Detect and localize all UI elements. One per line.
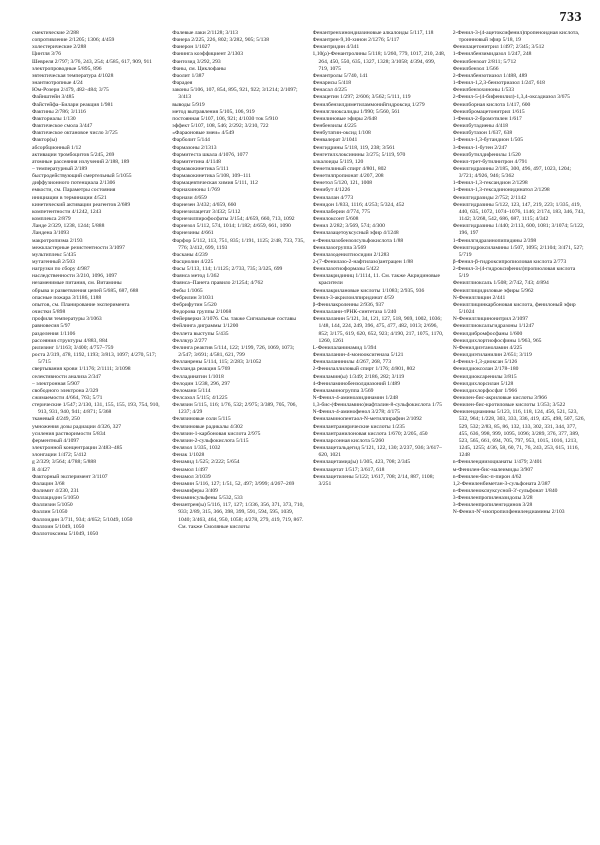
index-entry: Фелязин-1-карбоновая кислота 2/975 xyxy=(172,430,261,437)
index-entry: 4-Фениламинобензолдиазоний 1/489 xyxy=(312,380,401,387)
index-entry: Фенацетин 1/297; 2/606; 3/562; 5/111, 119 xyxy=(312,94,411,101)
index-entry: N-Фенилглицин 2/441 xyxy=(452,294,506,301)
index-entry: Фаллоин 5/1049, 1050 xyxy=(32,523,85,530)
index-entry: 1-Фенил-2-бромэтилен 1/617 xyxy=(452,115,522,122)
index-entry: макротропизма 2/193 xyxy=(32,237,83,244)
index-entry: энантиотропные 4/24 xyxy=(32,80,83,87)
index-entry: стерические 1/547; 2/130, 131, 155, 155, 193, 754, 910, 913, 931, 940, 941; 4/871; 5/368 xyxy=(32,402,160,416)
index-entry: Фалевые лаки 2/1128; 3/113 xyxy=(172,30,238,36)
index-entry: Фенбензилы 4/225 xyxy=(312,123,357,130)
index-entry: Фенилдиэтиланилин 2/651; 3/119 xyxy=(452,352,532,359)
index-entry: Фанерон 1/1027 xyxy=(172,44,211,51)
index-entry: незаменимые питания, см. Витамины xyxy=(32,280,122,287)
index-entry: Фармацевтическая химия 5/111, 112 xyxy=(172,180,258,187)
index-entry: 1-Фенил-1,2,3-бензотриазол 1/247, 618 xyxy=(452,80,545,87)
index-entry: β-Фенил-β-гидроксипропиоловая кислота 2/773 xyxy=(452,259,567,265)
index-entry: Фенилбутилдифенилы 1/520 xyxy=(452,151,521,158)
index-entry: N-Фенил-N'-изопропилфенилендиамины 2/103 xyxy=(452,509,565,516)
index-entry: 3-Фениленпропиленазидолы 3/28 xyxy=(452,495,533,502)
index-entry: L-Фенилаланинамид 1/394 xyxy=(312,344,377,351)
index-entry: умножения дозы радиации 4/326, 327 xyxy=(32,423,122,430)
index-entry: Фактическое смола 3/447 xyxy=(32,123,93,130)
index-entry: мутагенный 2/503 xyxy=(32,259,75,265)
index-entry: Фенилглицидиловые эфиры 5/962 xyxy=(452,287,534,294)
index-entry: компетентности 4/1242, 1243 xyxy=(32,208,102,215)
index-entry: Фенил-3-акрилоилпиридинат 4/59 xyxy=(312,294,394,301)
index-entry: постоянная 5/107, 106, 921; 4/1030 ток 5/910 xyxy=(172,115,278,122)
index-entry: Фарадея xyxy=(172,80,193,87)
index-entry: Фарболит 5/144 xyxy=(172,137,210,144)
index-entry: нагрузки по сбору 4/987 xyxy=(32,266,90,273)
index-entry: Фенантрен(ы) 5/116, 117, 127; 1/336, 356, 371, 373, 710, 933; 2/89, 315, 366, 398, 399, 591, 594, 595, 1039, 1040; 3/463, 464, 950, 1058; 4/278, 279, 419, 719, 867. См. также Смоляные кислоты xyxy=(172,502,304,530)
index-entry: Федорова группы 2/1068 xyxy=(172,309,232,316)
index-entry: Файстейфа–Билари реакция 1/981 xyxy=(32,101,114,108)
index-entry: Фенилацетонитрил 1/497; 2/345; 3/512 xyxy=(452,44,545,51)
index-entry: разделения 1/1106 xyxy=(32,330,76,337)
index-entry: Фаллин 5/1050 xyxy=(32,509,68,516)
index-entry: 1-Фенилгидразинопипидины 2/398 xyxy=(452,237,537,244)
index-entry: комплекса 2/879 xyxy=(32,216,71,223)
index-entry: Фенантридин 4/341 xyxy=(312,44,360,51)
index-entry: Фенилаланин 5/121, 34, 121, 127, 518, 969, 1002, 1036; 1/48, 144, 224, 249, 396, 475, 477, 482, 1013; 2/696, 852; 3/175, 619, 620, 652, 923; 4/190, 217, 1075, 1170, 1260, 1261 xyxy=(312,316,444,344)
index-entry: Фарнахиноны 1/769 xyxy=(172,187,220,194)
index-entry: n-Фенилен-бис-п-пирон 4/62 xyxy=(452,473,522,480)
index-entry: Шевреля 2/797; 3/76, 243, 254; 4/585, 617, 909, 911 xyxy=(32,58,152,65)
index-entry: Фенилборная кислота 1/417, 600 xyxy=(452,101,531,108)
index-entry: м-Фенилен-бис-малеимиды 3/907 xyxy=(452,466,533,473)
index-entry: Фенилдиоксолан 2/178–180 xyxy=(452,366,519,373)
index-entry: 1-Фенил-1,3-гексадинонидинатол 2/1298 xyxy=(452,187,550,194)
index-entry: Фенилдихлортиофосфины 1/963, 965 xyxy=(452,337,542,344)
index-entry: наследственности 3/210, 1096, 1097 xyxy=(32,273,117,280)
index-entry: Фенилиновые эфиры 2/648 xyxy=(312,115,377,122)
index-entry: 2-Фенил-5-(4-бифенилил)-1,3,4-оксадиазол 3/675 xyxy=(452,94,570,101)
index-entry: Фенак 1/1028 xyxy=(172,452,205,459)
index-entry: Фасциолин 4/225 xyxy=(172,259,214,265)
index-entry: Фенилазацетоуксусный эфир 4/1248 xyxy=(312,230,399,237)
index-entry: Фенантрен-9,10-хинон 2/1276; 5/117 xyxy=(312,37,400,44)
index-entry: Фенилглиоксаль 1/508; 2/742, 743; 4/894 xyxy=(452,280,549,287)
index-entry: 3-Фенил-1-бутен 2/247 xyxy=(452,144,508,151)
index-entry: эвтектическая температура 4/1028 xyxy=(32,72,114,79)
index-column-2 xyxy=(172,30,305,839)
index-entry: Фелязин-2-сульфокислота 5/115 xyxy=(172,437,249,444)
index-entry: Фелладинатин 1/1018 xyxy=(172,373,224,380)
index-entry: Фенилгидразины 1/440; 2/113, 600, 1081; 3/1074; 5/122, 196, 197 xyxy=(452,223,585,237)
index-entry: Фенаминсульфены 5/532, 533 xyxy=(172,495,243,502)
index-entry: Фенилантранирические кислоты 1/235 xyxy=(312,423,405,430)
index-entry: Фелланрены 5/114, 115; 2/283; 3/1052 xyxy=(172,359,262,366)
index-entry: свертывания крови 1/1176; 2/1111; 3/1098 xyxy=(32,366,131,373)
index-entry: Феллета выступы 5/435 xyxy=(172,330,229,337)
index-entry: смектические 2/288 xyxy=(32,30,79,36)
index-entry: профиля температуры 3/1063 xyxy=(32,316,102,323)
index-entry: Фенилендиамины 5/123, 116, 118, 124, 456, 521, 523, 532, 964; 1/228, 303, 333, 336, 419, 425, 498, 507, 526, 529, 532; 2/83, 85, 86, 132, 133, 302, 331, 344, 377, 455, 636, 998, 999, 1095, 1096; 3/289, 376, 377, 389, 523, 565, 661, 694, 705, 797, 953, 1015, 1016, 1213, 1245, 1255; 4/36, 58, 60, 71, 76, 243, 253, 615, 1116, 1248 xyxy=(452,409,585,459)
index-entry: 1-Фенил-1,3-гександион 2/1298 xyxy=(452,180,528,187)
index-entry: Фелодин 1/238, 296, 297 xyxy=(172,380,230,387)
index-entry: Фенилгидроксиламины 1/507, 1095; 2/1104; 3/471, 527; 5/719 xyxy=(452,244,584,258)
index-entry: селективности анализа 2/347 xyxy=(32,373,101,380)
index-entry: Фенилбензохиноны 1/533 xyxy=(452,87,514,94)
index-entry: Фенидон 1/833, 1116; 4/253; 5/324, 452 xyxy=(312,201,405,208)
index-entry: Факториалы 1/130 xyxy=(32,115,76,122)
index-entry: Фенамол 1/497 xyxy=(172,466,208,473)
index-entry: Фенил-трет-бутилнитрон 4/791 xyxy=(452,158,528,165)
index-entry: N-Фенилдиэтаноламин 4/225 xyxy=(452,344,523,351)
index-entry: Фаллоидин 3/711, 934; 4/652; 5/1049, 1050 xyxy=(32,516,133,523)
index-entry: Фенетилпропионат 4/207, 208 xyxy=(312,173,384,180)
index-entry: N-Фенил-4-аминоазидинамин 1/248 xyxy=(312,394,399,401)
index-entry: Фенилдибромфосфаны 1/600 xyxy=(452,330,523,337)
index-entry: элонгации 1/472; 5/412 xyxy=(32,452,87,459)
index-entry: Фенантренхинондиазиновые алкалоиды 5/117, 118 xyxy=(312,30,434,36)
index-entry: 2-(7-Фенилазо-2-нафтилазо)антрацен 1/88 xyxy=(312,259,414,265)
index-entry: «Фараоновые змеи» 4/549 xyxy=(172,130,235,137)
index-entry: Фенилакридиниц 1/1114, 11. См. также Акридиновые красители xyxy=(312,273,441,287)
index-entry: Фаллацидин 5/1050 xyxy=(32,495,79,502)
index-entry: Фениламиногруппа 3/569 xyxy=(312,387,374,394)
index-entry: Фарнезины 4/661 xyxy=(172,230,214,237)
index-column-3 xyxy=(313,30,446,839)
index-entry: Фенилдихлорфосфат 1/966 xyxy=(452,387,518,394)
index-entry: Фебрилин 3/1031 xyxy=(172,294,214,301)
index-entry: Фенантролы 5/740, 141 xyxy=(312,72,368,79)
index-entry: Фелсахол 5/115; 4/1225 xyxy=(172,394,228,401)
index-entry: 4-Фенил-1,3-диоксан 5/126 xyxy=(452,359,518,366)
index-entry: Фенамид 1/525; 2/222; 5/654 xyxy=(172,459,240,466)
index-entry: Фенгидрины 5/118, 119, 238; 3/561 xyxy=(312,144,395,151)
index-entry: 2-Фенилбензотиазол 1/488, 489 xyxy=(452,72,528,79)
index-entry: Фенетилиный спирт 4/801, 802 xyxy=(312,165,387,172)
index-entry: n-Фениленоксиуксусной-3'-сульфонат 1/840 xyxy=(452,488,558,494)
index-entry: Фалимит 4/230, 231 xyxy=(32,488,80,494)
index-entry: Фарнезилпирофосфаты 3/154; 4/659, 660, 713, 1092 xyxy=(172,216,295,223)
index-entry: Фениламинопентаол-N-метилпирафин 2/1092 xyxy=(312,416,422,423)
index-entry: Фактическое октановое число 3/725 xyxy=(32,130,118,137)
index-entry: β-Фенилакролеины 2/936, 937 xyxy=(312,301,384,308)
index-entry: Фенарисы 5/418 xyxy=(312,80,352,87)
index-entry: Фаны, см. Циклофаны xyxy=(172,65,226,72)
index-entry: Ландена 3/1093 xyxy=(32,230,70,237)
index-entry: алкалоиды 5/119, 120 xyxy=(312,158,364,165)
index-entry: Фенилбромацетонитрил 1/615 xyxy=(452,108,525,115)
index-entry: Фенилгидразиды 2/752; 2/1142 xyxy=(452,194,527,201)
index-entry: законы 5/106, 107, 854, 895, 921, 922; 3/1214; 2/1097; 3/413 xyxy=(172,87,298,101)
index-entry: Фасканы 4/239 xyxy=(172,251,208,258)
index-entry: Фаянса–Панета правило 2/1254; 4/762 xyxy=(172,280,264,287)
index-entry: Феллкур 2/277 xyxy=(172,337,208,344)
index-entry: R 4/427 xyxy=(32,466,50,473)
index-entry: Фарнезол 5/112, 574, 1014; 1/182; 4/659, 661, 1090 xyxy=(172,223,291,230)
index-entry: равновесия 5/97 xyxy=(32,323,71,330)
index-entry: Фенилаланин-4-монооксигеназа 5/121 xyxy=(312,352,404,359)
index-entry: Фактор(ы) xyxy=(32,137,57,144)
index-entry: свободного электрона 2/329 xyxy=(32,387,99,394)
index-entry: Фейлинга диграммы 1/1200 xyxy=(172,323,239,330)
index-entry: Фелязиновые радикалы 4/302 xyxy=(172,423,243,430)
index-entry: Фаллотоксины 5/1049, 1050 xyxy=(32,530,99,537)
index-entry: Фелязиновые соли 5/115 xyxy=(172,416,231,423)
index-entry: Фенамиферы 3/409 xyxy=(172,488,218,494)
index-entry: кинетический активации реагентов 2/689 xyxy=(32,201,131,208)
index-entry: Фелязин 5/115, 116; 1/76, 532; 2/975; 3/389, 705, 706, 1237; 4/29 xyxy=(172,402,297,416)
index-entry: Фенил 2/282; 3/569, 574; 4/300 xyxy=(312,223,385,230)
index-entry: инициации в терминации 4/521 xyxy=(32,194,107,201)
index-entry: Файнштейн 3/485 xyxy=(32,94,75,101)
index-entry: 2-Фенил-3-(4-гидроксифенил)пропиоловая кислота 5/19 xyxy=(452,266,576,280)
index-entry: Фенилдиоксаренилы 3/815 xyxy=(452,373,517,380)
index-entry: n-Фенилендиизоцианаты 1/479; 2/401 xyxy=(452,459,543,466)
index-entry: Фармакокинетика 5/108, 109–111 xyxy=(172,173,251,180)
index-entry: Фенилгидразины 5/122, 123, 147, 219, 223; 1/335, 419, 440, 635, 1072, 1074–1076, 1146; 2/174, 183, 346, 743, 1142; 3/268, 542, 686, 687, 1115; 4/342 xyxy=(452,201,585,223)
index-entry: Фармитеста шкала 4/1076, 1077 xyxy=(172,151,249,158)
index-entry: абсорбционный 1/12 xyxy=(32,144,82,151)
index-entry: Фенилглицинкарбоновая кислота, фенилоный эфир 5/1024 xyxy=(452,301,576,316)
index-entry: Фактины 2/786; 3/1116 xyxy=(32,108,86,115)
index-entry: Ланде 2/329, 1238, 1244; 5/888 xyxy=(32,223,105,230)
index-entry: Фанинга коэффициент 2/1303 xyxy=(172,51,244,58)
index-entry: Фенилбутадиены 4/418 xyxy=(452,123,509,130)
index-entry: Фаянса метод 1/362 xyxy=(172,273,220,280)
index-entry: Фебы 1/1065 xyxy=(172,287,203,294)
index-entry: Фенбутатин-оксид 1/108 xyxy=(312,130,371,137)
index-entry: Фенилацетат 1/517; 3/617, 618 xyxy=(312,466,385,473)
index-entry: Фенвалерат 3/1041 xyxy=(312,137,358,144)
index-entry: Фенилаланинилы 4/267, 268, 773 xyxy=(312,359,392,366)
index-entry: быстродействующий смертельный 5/1055 xyxy=(32,173,132,180)
index-entry: Фенибут 4/1226 xyxy=(312,187,351,194)
index-entry: Фелязол 1/335, 1032 xyxy=(172,445,221,452)
index-entry: – электронная 5/907 xyxy=(32,380,80,387)
index-entry: 1-Фенил-1,3-бутандион 1/505 xyxy=(452,137,523,144)
index-entry: Фарнезен 3/432; 4/659, 660 xyxy=(172,201,237,208)
index-entry: диффузионного потенциала 2/1306 xyxy=(32,180,116,187)
index-entry: Фенамол 3/1039 xyxy=(172,473,211,480)
index-entry: межкластерные резистентности 3/1097 xyxy=(32,244,125,251)
index-entry: Фенамин 5/116, 127; 1/51, 52, 497; 3/999; 4/267–269 xyxy=(172,480,295,487)
index-entry: 1,3-бис-(Фениламино)нафталин-8-сульфокислота 1/75 xyxy=(312,402,442,409)
index-entry: Фенасал 4/225 xyxy=(312,87,347,94)
index-entry: Фелланда реакция 5/769 xyxy=(172,366,231,373)
index-entry: Фалацин 3/68 xyxy=(32,480,65,487)
index-entry: Фенилбензоат 2/811; 5/712 xyxy=(452,58,517,65)
index-entry: Фенилгидразины 2/185, 300, 496, 497, 1023, 1204; 3/721; 4/926, 946; 5/362 xyxy=(452,165,572,180)
index-entry: сжимаемости 4/664, 763; 5/71 xyxy=(32,394,103,401)
index-entry: – температурный 2/189 xyxy=(32,165,88,172)
index-entry: Фенилоксонт 5/608 xyxy=(312,216,359,223)
page-number: 733 xyxy=(559,10,582,25)
index-entry: Фенилбутазон 1/637, 638 xyxy=(452,130,513,137)
index-entry: N-Фенил-4-аминофенол 3/278; 4/175 xyxy=(312,409,400,416)
index-column-1 xyxy=(32,30,165,839)
index-entry: электронной концентрации 2/483–485 xyxy=(32,445,123,452)
index-entry: роста 2/319, 478, 1192, 1193; 3/813, 1097; 4/270, 517; 5/715 xyxy=(32,352,157,366)
index-entry: Фелинга реактив 5/114, 122; 1/199, 726, 1069, 1073; 2/547; 3/691; 4/581, 621, 799 xyxy=(172,344,295,359)
index-entry: Фанера 2/225, 226, 802; 3/282, 905; 5/138 xyxy=(172,37,269,44)
index-entry: Фенилаберии 4/774, 775 xyxy=(312,208,371,215)
index-entry: 1,2-Фениленбиметан-3-сульфоната 2/387 xyxy=(452,480,551,487)
index-entry: 1-Фенилбензимидазол 1/247, 248 xyxy=(452,51,532,58)
index-entry: Фарфор 5/112, 113, 751, 835; 1/191, 1125; 2/48, 733, 735, 776; 3/412, 699, 1193 xyxy=(172,237,305,251)
index-entry: усиления растворимости 5/834 xyxy=(32,430,106,437)
index-entry: Цинтля 3/76 xyxy=(32,51,62,58)
index-entry: 2-Фенилаллиловый спирт 1/176; 4/801, 802 xyxy=(312,366,415,373)
index-entry: Фенилацетальдегид 5/121, 122, 130; 2/237, 936; 3/617–620, 1021 xyxy=(312,445,442,459)
index-entry: Фенилазоденилтиосидии 2/1283 xyxy=(312,251,390,258)
index-entry: активации тромбоцитов 5/245, 269 xyxy=(32,151,115,158)
index-entry: 3-Фениленпропиленгидинов 3/28 xyxy=(452,502,533,509)
index-entry: Фенгетилхлоксинины 3/275; 5/119, 970 xyxy=(312,151,406,158)
index-entry: Фарнази 4/659 xyxy=(172,194,207,201)
index-entry: Фенилглиоксалиды 1/990; 5/560, 561 xyxy=(312,108,400,115)
index-entry: g 2/329; 3/564; 4/788; 5/888 xyxy=(32,459,97,466)
index-entry: ферментный 4/1097 xyxy=(32,437,79,444)
index-entry: Фенилбензол 1/566 xyxy=(452,65,499,72)
index-entry: Фениларсонная кислота 5/260 xyxy=(312,437,385,444)
index-entry: Фенилалани-тРНК-синтетаза 1/240 xyxy=(312,309,397,316)
index-entry: Фенилен-бис-акриловые кислоты 3/966 xyxy=(452,394,547,401)
index-entry: тканевый 4/249, 250 xyxy=(32,416,80,423)
index-entry: Фаолит 1/387 xyxy=(172,72,205,79)
index-entry: Фениламин(ы) 1/349; 2/186, 282; 3/119 xyxy=(312,373,405,380)
index-entry: Фенилацетилены 5/122; 1/617, 708; 2/14, 887, 1108; 3/251 xyxy=(312,473,435,487)
index-entry: Фенилалан 4/773 xyxy=(312,194,354,201)
index-entry: Юм-Розери 2/479, 482–484; 3/75 xyxy=(32,87,109,94)
index-entry: атомные рассеяния излучений 2/188, 189 xyxy=(32,158,130,165)
index-entry: Фарнезилацетат 3/432; 5/112 xyxy=(172,208,241,215)
index-entry: метод вытравления 5/105, 106, 919 xyxy=(172,108,255,115)
index-entry: Фейерверки 3/1076. См. также Сигнальные составы xyxy=(172,316,297,323)
index-entry: электропроводные 5/895, 896 xyxy=(32,65,102,72)
index-entry: эффект 5/107, 108, 546; 2/292; 3/210, 722 xyxy=(172,123,269,130)
index-entry: Фенилазогруппа 3/569 xyxy=(312,244,367,251)
index-entry: Фасы 5/113, 114; 1/1125; 2/733, 735; 3/325, 699 xyxy=(172,266,283,273)
index-columns xyxy=(32,30,586,839)
index-entry: Фантозид 3/292, 293 xyxy=(172,58,221,65)
index-entry: рилизинг 1/1163; 3/400; 4/757–759 xyxy=(32,344,114,351)
index-entry: Фенилдихлорсилан 5/128 xyxy=(452,380,514,387)
index-entry: Фебрифутин 5/520 xyxy=(172,301,217,308)
index-entry: Фенилен-бис-кротиловые кислоты 1/353; 3/522 xyxy=(452,402,566,409)
index-entry: Феломани 5/114 xyxy=(172,387,211,394)
index-entry: 2-Фенил-3-(4-ацетоксифенил)пропеноидная кислота, троинновый эфир 5/18, 19 xyxy=(452,30,580,44)
index-entry: Фенилглиоксальгидразоны 1/1247 xyxy=(452,323,535,330)
index-entry: опытов, см. Планирование эксперимента xyxy=(32,301,130,308)
index-entry: обрыва и разветвления цепей 5/685, 687, 688 xyxy=(32,287,139,294)
index-entry: Фаллизин 5/1050 xyxy=(32,502,73,509)
index-entry: Фармазоны 2/1313 xyxy=(172,144,217,151)
index-column-4 xyxy=(453,30,586,839)
index-entry: рассеяния структуры 4/883, 884 xyxy=(32,337,108,344)
index-entry: холестерические 2/288 xyxy=(32,44,87,51)
index-entry: опасные пожара 3/1186, 1188 xyxy=(32,294,102,301)
index-entry: емкости, см. Параметры состояния xyxy=(32,187,116,194)
index-entry: Фенетол 5/120, 121, 1008 xyxy=(312,180,373,187)
index-entry: Фармитетина 4/1148 xyxy=(172,158,221,165)
index-entry: мультиплекс 5/435 xyxy=(32,251,77,258)
index-entry: Фенилантранилоновая кислота 1/670; 2/205, 450 xyxy=(312,430,428,437)
index-entry: 1,10(ρ)-Фенантролины 5/118; 1/260, 779, 1017, 210, 248, 264, 450, 550, 635, 1327, 1328; 3/1058; 4/394, 699, 719, 1075 xyxy=(312,51,446,72)
index-entry: н-Фенилазобензолсульфокислота 1/88 xyxy=(312,237,404,244)
index-entry: Фенилакрилановые кислоты 1/1083; 2/935, 936 xyxy=(312,287,425,294)
index-entry: выводы 5/919 xyxy=(172,101,205,108)
index-entry: Фенилацетамид(ы) 1/305, 423, 708; 2/345 xyxy=(312,459,411,466)
index-entry: Фенилазотиоформазы 5/422 xyxy=(312,266,380,273)
index-entry: Факторный эксперимент 3/1107 xyxy=(32,473,108,480)
index-entry: Фармакокинетика 5/111 xyxy=(172,165,229,172)
index-entry: очистки 5/898 xyxy=(32,309,66,316)
index-entry: Фенилбензилдиметиламмонийгидроксид 1/279 xyxy=(312,101,425,108)
index-entry: сопротивление 2/1205; 1306; 4/459 xyxy=(32,37,115,44)
index-entry: N-Фенилглицинонитрил 2/1097 xyxy=(452,316,528,323)
